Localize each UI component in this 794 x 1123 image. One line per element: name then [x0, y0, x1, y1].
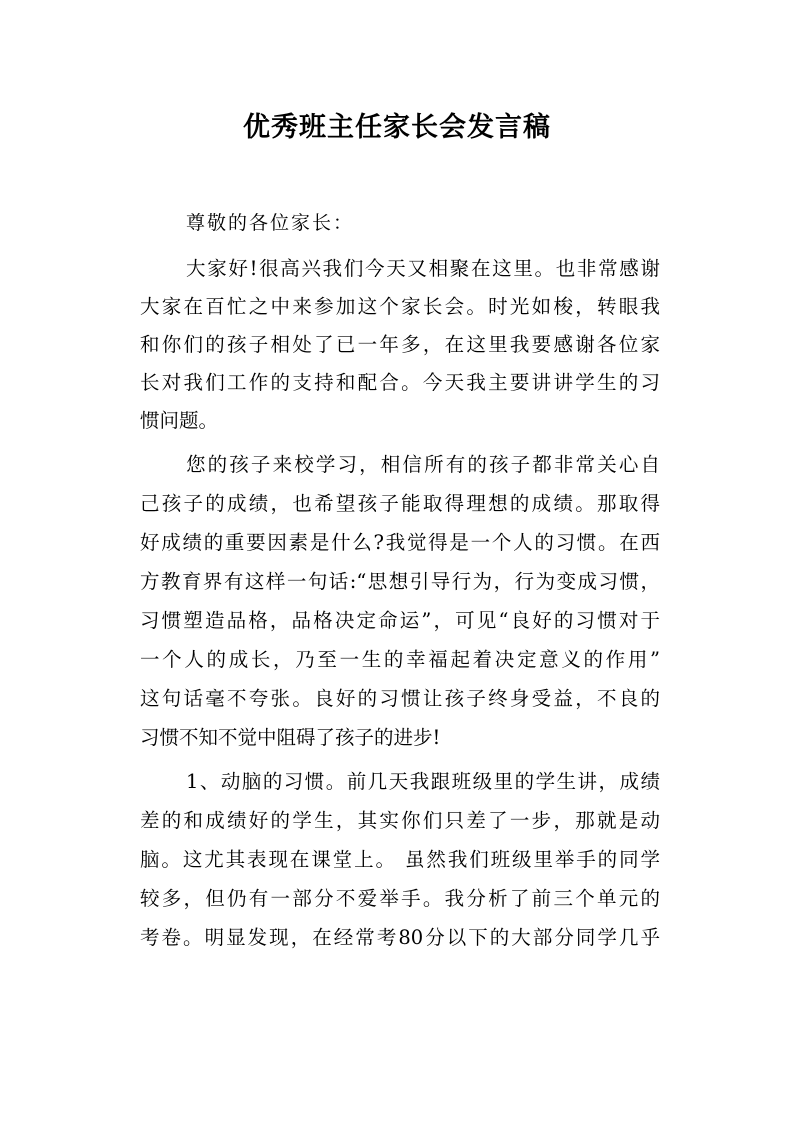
- text-line: 差的和成绩好的学生，其实你们只差了一步，那就是动: [140, 809, 660, 832]
- salutation: 尊敬的各位家长：: [186, 212, 355, 234]
- text-line: 习惯塑造品格，品格决定命运”，可见“良好的习惯对于: [140, 609, 660, 632]
- text-line: 习惯不知不觉中阻碍了孩子的进步!: [140, 726, 441, 749]
- text-line: 大家在百忙之中来参加这个家长会。时光如梭，转眼我: [140, 295, 660, 318]
- text-line: 己孩子的成绩，也希望孩子能取得理想的成绩。那取得: [140, 492, 660, 515]
- text-line: 大家好!很高兴我们今天又相聚在这里。也非常感谢: [186, 257, 660, 280]
- text-line: 惯问题。: [140, 409, 219, 432]
- text-line: 1、动脑的习惯。前几天我跟班级里的学生讲，成绩: [186, 770, 660, 793]
- text-line: 长对我们工作的支持和配合。今天我主要讲讲学生的习: [140, 371, 660, 394]
- text-line: 较多，但仍有一部分不爱举手。我分析了前三个单元的: [140, 887, 660, 910]
- text-line: 您的孩子来校学习，相信所有的孩子都非常关心自: [186, 453, 660, 476]
- text-line: 一个人的成长，乃至一生的幸福起着决定意义的作用”: [140, 648, 660, 671]
- text-line: 和你们的孩子相处了已一年多，在这里我要感谢各位家: [140, 333, 660, 356]
- text-line: 考卷。明显发现，在经常考80分以下的大部分同学几乎: [140, 926, 660, 949]
- text-line: 方教育界有这样一句话:“思想引导行为，行为变成习惯，: [140, 570, 660, 593]
- document-title: 优秀班主任家长会发言稿: [243, 112, 551, 143]
- text-line: 好成绩的重要因素是什么?我觉得是一个人的习惯。在西: [140, 531, 660, 554]
- text-line: 脑。这尤其表现在课堂上。 虽然我们班级里举手的同学: [140, 848, 660, 871]
- text-line: 这句话毫不夸张。良好的习惯让孩子终身受益，不良的: [140, 687, 660, 710]
